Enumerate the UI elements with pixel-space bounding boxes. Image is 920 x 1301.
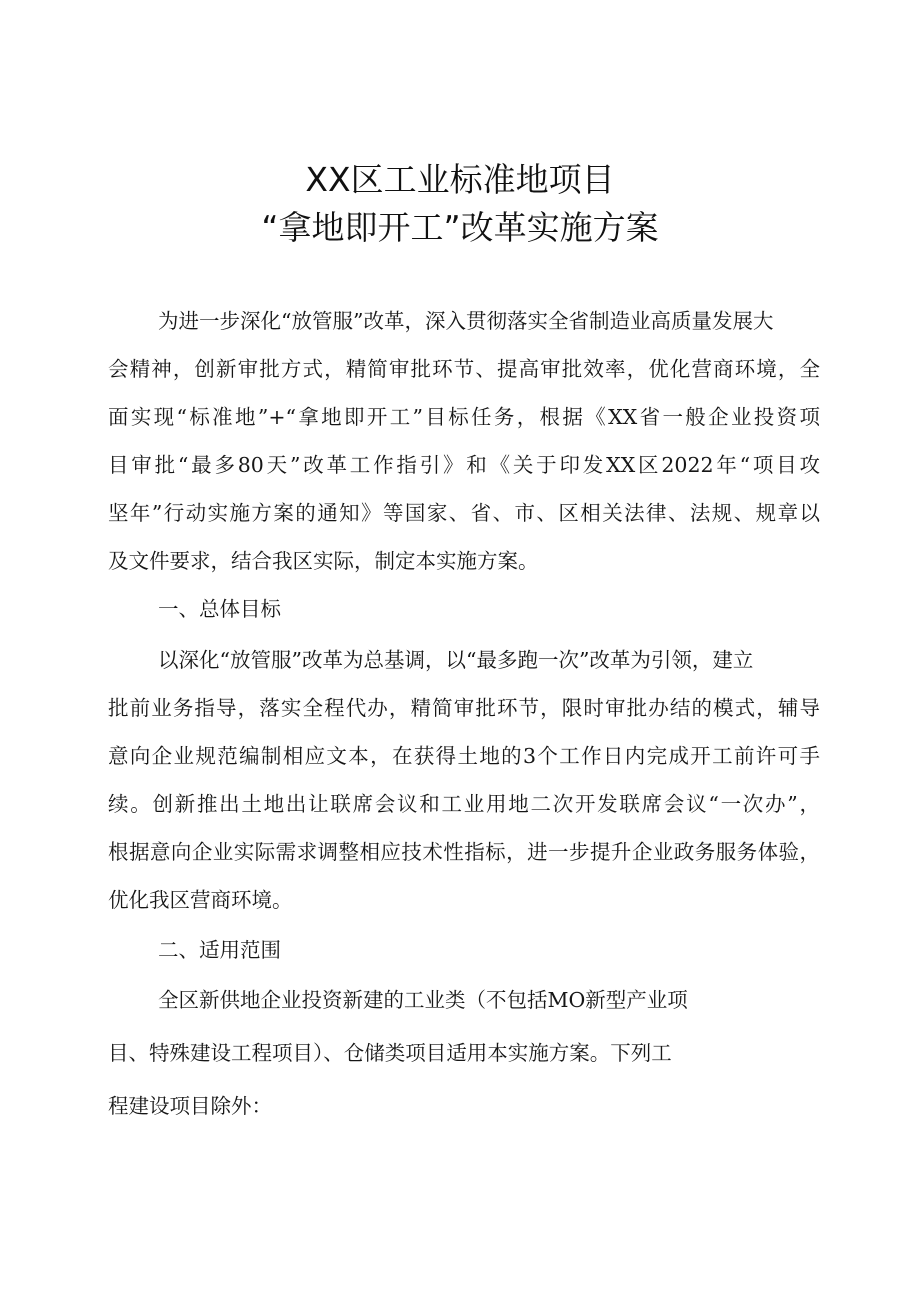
document-title-line-2: “拿地即开工”改革实施方案 <box>261 208 659 247</box>
intro-line-3: 面实现“标准地”+“拿地即开工”目标任务，根据《XX省一般企业投资项 <box>108 405 820 429</box>
section2-line-2: 目、特殊建设工程项目）、仓储类项目适用本实施方案。下列工 <box>108 1041 672 1065</box>
section1-line-4: 续。创新推出土地出让联席会议和工业用地二次开发联席会议“一次办”， <box>108 792 820 816</box>
intro-line-6: 及文件要求，结合我区实际，制定本实施方案。 <box>108 549 539 573</box>
section2-line-3: 程建设项目除外： <box>108 1094 272 1118</box>
document-title-line-1: XX区工业标准地项目 <box>305 160 615 199</box>
intro-line-1: 为进一步深化“放管服”改革，深入贯彻落实全省制造业高质量发展大 <box>158 309 774 333</box>
section1-line-3: 意向企业规范编制相应文本，在获得土地的3个工作日内完成开工前许可手 <box>108 744 820 768</box>
section1-line-2: 批前业务指导，落实全程代办，精简审批环节，限时审批办结的模式，辅导 <box>108 696 820 720</box>
section2-line-1: 全区新供地企业投资新建的工业类（不包括MO新型产业项 <box>158 988 688 1012</box>
section1-line-6: 优化我区营商环境。 <box>108 888 293 912</box>
intro-line-4: 目审批“最多80天”改革工作指引》和《关于印发XX区2022年“项目攻 <box>108 453 820 477</box>
section-heading-scope: 二、适用范围 <box>158 938 281 962</box>
intro-line-5: 坚年”行动实施方案的通知》等国家、省、市、区相关法律、法规、规章以 <box>108 501 820 525</box>
intro-line-2: 会精神，创新审批方式，精简审批环节、提高审批效率，优化营商环境，全 <box>108 357 820 381</box>
section1-line-5: 根据意向企业实际需求调整相应技术性指标，进一步提升企业政务服务体验， <box>108 840 820 864</box>
section1-line-1: 以深化“放管服”改革为总基调，以“最多跑一次”改革为引领，建立 <box>158 648 754 672</box>
section-heading-overall-goal: 一、总体目标 <box>158 597 281 621</box>
